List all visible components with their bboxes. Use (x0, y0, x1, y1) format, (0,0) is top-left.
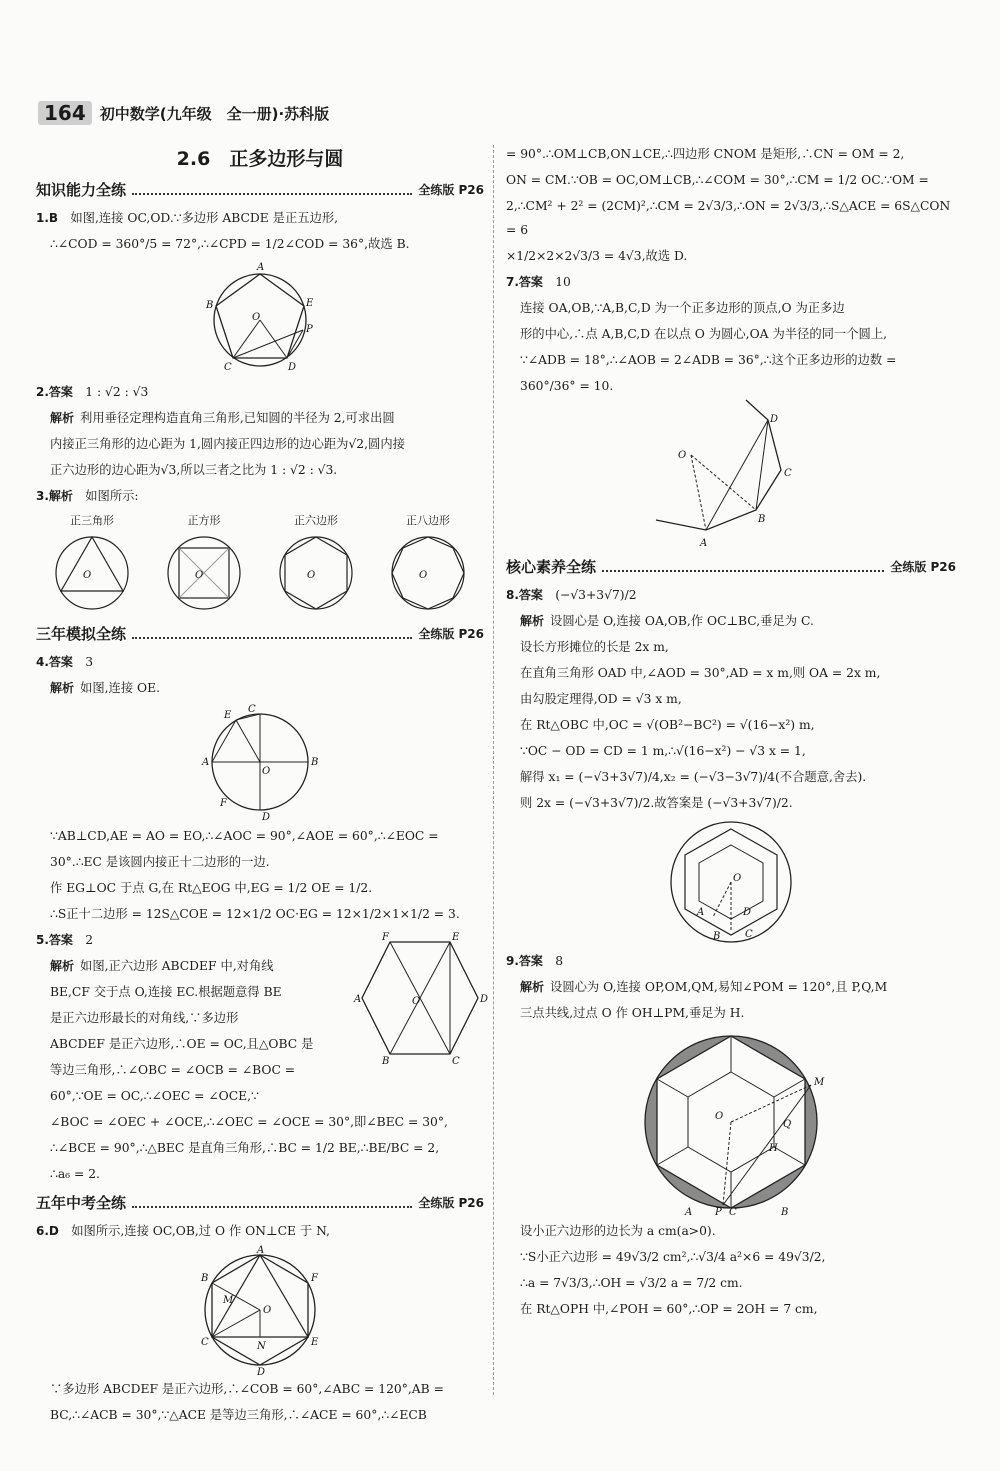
q7-line: 7.答案 10 (506, 275, 571, 289)
svg-text:E: E (452, 932, 460, 943)
svg-text:O: O (252, 312, 261, 323)
fig-hexagon: 正六边形 O (271, 512, 361, 617)
svg-text:D: D (262, 812, 271, 823)
fig-square: 正方形 O (159, 512, 249, 617)
polygon-vertices-figure-q7 (646, 400, 816, 550)
stalls-circle-figure-q8 (661, 817, 801, 947)
svg-text:A: A (257, 262, 265, 273)
column-divider (493, 145, 494, 1395)
q8-line: 则 2x = (−√3+3√7)/2.故答案是 (−√3+3√7)/2. (520, 796, 793, 810)
svg-text:E: E (224, 710, 232, 721)
svg-text:C: C (201, 1337, 209, 1348)
hexagon-circle-figure-q6 (195, 1245, 325, 1378)
q5-line: ∠BOC = ∠OEC + ∠OCE,∴∠OEC = ∠OCE = 30°,即∠BEC = 30°, (50, 1115, 448, 1129)
q5-line: ABCDEF 是正六边形,∴OE = OC,且△OBC 是 (50, 1037, 314, 1051)
svg-text:O: O (263, 1305, 272, 1316)
q5-line: 等边三角形,∴∠OBC = ∠OCB = ∠BOC = (50, 1063, 296, 1077)
fig-triangle: 正三角形 O (47, 512, 137, 617)
left-column (36, 140, 489, 1429)
svg-text:F: F (382, 932, 389, 943)
q9-line: 三点共线,过点 O 作 OH⊥PM,垂足为 H. (520, 1006, 745, 1020)
q4-line: 解析 如图,连接 OE. (50, 681, 160, 695)
q2-line: 2.答案 1 : √2 : √3 (36, 385, 149, 399)
svg-text:D: D (480, 994, 489, 1005)
q8-line: 8.答案 (−√3+3√7)/2 (506, 588, 637, 602)
q5-block (36, 928, 489, 1186)
svg-text:O: O (307, 570, 316, 581)
lesson-title: 2.6 正多边形与圆 (176, 148, 344, 170)
q8-line: 设长方形摊位的长是 2x m, (520, 640, 669, 654)
page-number: 164 (38, 101, 92, 125)
q4-line: 4.答案 3 (36, 655, 94, 669)
q5-line: 解析 如图,正六边形 ABCDEF 中,对角线 (50, 959, 274, 973)
svg-text:O: O (715, 1111, 724, 1122)
q5-line: 60°,∵OE = OC,∴∠OEC = ∠OCE,∵ (50, 1089, 259, 1103)
q3-line: 3.解析 如图所示: (36, 489, 139, 503)
svg-text:D: D (770, 414, 779, 425)
q6-line: BC,∴∠ACB = 30°,∵△ACE 是等边三角形,∴∠ACE = 60°,∴∠ECB (50, 1408, 427, 1422)
svg-text:A: A (685, 1207, 693, 1218)
svg-text:D: D (257, 1367, 266, 1378)
q6-line: 6.D 如图所示,连接 OC,OB,过 O 作 ON⊥CE 于 N, (36, 1224, 330, 1238)
regular-polygons-figures (36, 512, 484, 617)
svg-text:B: B (781, 1207, 789, 1218)
q9-line: ∴a = 7√3/3,∴OH = √3/2 a = 7/2 cm. (520, 1276, 743, 1290)
section-header: 知识能力全练 全练版 P26 (36, 181, 484, 199)
q7-line: 连接 OA,OB,∵A,B,C,D 为一个正多边形的顶点,O 为正多边 (520, 301, 845, 315)
q6-continued: 2,∴CM² + 2² = (2CM)²,∴CM = 2√3/3,∴ON = 2√3/3,∴S△ACE = 6S△CON = 6 (506, 199, 951, 237)
svg-text:O: O (195, 570, 204, 581)
q7-line: 形的中心,∴点 A,B,C,D 在以点 O 为圆心,OA 为半径的同一个圆上, (520, 327, 888, 341)
svg-text:B: B (311, 757, 319, 768)
svg-text:O: O (419, 570, 428, 581)
q4-line: ∴S正十二边形 = 12S△COE = 12×1/2 OC·EG = 12×1/2×1×1/2 = 3. (50, 907, 460, 921)
svg-text:B: B (382, 1056, 390, 1067)
q4-line: 30°.∴EC 是该圆内接正十二边形的一边. (50, 855, 270, 869)
svg-text:F: F (311, 1273, 318, 1284)
page-header (38, 100, 329, 126)
q5-line: 是正六边形最长的对角线,∵多边形 (50, 1011, 239, 1025)
svg-text:C: C (224, 362, 232, 373)
svg-text:C: C (248, 704, 256, 715)
svg-text:A: A (697, 907, 705, 918)
q1-line: 1.B 如图,连接 OC,OD.∵多边形 ABCDE 是正五边形, (36, 211, 339, 225)
svg-text:P: P (715, 1207, 722, 1218)
q9-line: 9.答案 8 (506, 954, 564, 968)
section-header: 五年中考全练 全练版 P26 (36, 1194, 484, 1212)
q9-line: 解析 设圆心为 O,连接 OP,OM,QM,易知∠POM = 120°,且 P,Q,M (520, 980, 888, 994)
right-column (506, 140, 956, 1323)
q5-line: BE,CF 交于点 O,连接 EC.根据题意得 BE (50, 985, 282, 999)
svg-text:A: A (257, 1245, 265, 1256)
svg-text:A: A (202, 757, 210, 768)
q4-line: 作 EG⊥OC 于点 G,在 Rt△EOG 中,EG = 1/2 OE = 1/2. (50, 881, 373, 895)
svg-text:C: C (745, 929, 753, 940)
q9-line: ∵S小正六边形 = 49√3/2 cm²,∴√3/4 a²×6 = 49√3/2, (520, 1250, 826, 1264)
q7-line: 360°/36° = 10. (520, 379, 614, 393)
svg-text:D: D (743, 907, 752, 918)
q2-line: 内接正三角形的边心距为 1,圆内接正四边形的边心距为√2,圆内接 (50, 437, 405, 451)
svg-text:B: B (713, 931, 721, 942)
svg-text:N: N (257, 1341, 266, 1352)
svg-text:Q: Q (783, 1119, 792, 1130)
q9-line: 在 Rt△OPH 中,∠POH = 60°,∴OP = 2OH = 7 cm, (520, 1302, 818, 1316)
svg-text:B: B (201, 1273, 209, 1284)
svg-text:P: P (306, 324, 313, 335)
q8-line: 在直角三角形 OAD 中,∠AOD = 30°,AD = x m,则 OA = 2x m, (520, 666, 881, 680)
book-title: 初中数学(九年级 全一册)·苏科版 (99, 104, 330, 123)
q6-continued: ON = CM.∵OB = OC,OM⊥CB,∴∠COM = 30°,∴CM = 1/2 OC.∵OM = (506, 173, 929, 187)
q5-line: ∴a₆ = 2. (50, 1167, 100, 1181)
svg-text:O: O (83, 570, 92, 581)
q8-line: 解析 设圆心是 O,连接 OA,OB,作 OC⊥BC,垂足为 C. (520, 614, 814, 628)
svg-text:D: D (288, 362, 297, 373)
q8-line: 解得 x₁ = (−√3+3√7)/4,x₂ = (−√3−3√7)/4(不合题意,舍去). (520, 770, 867, 784)
q4-line: ∵AB⊥CD,AE = AO = EO,∴∠AOC = 90°,∠AOE = 60°,∴∠EOC = (50, 829, 439, 843)
q1-line: ∴∠COD = 360°/5 = 72°,∴∠CPD = 1/2∠COD = 36°,故选 B. (50, 237, 410, 251)
q2-line: 正六边形的边心距为√3,所以三者之比为 1 : √2 : √3. (50, 463, 338, 477)
q9-line: 设小正六边形的边长为 a cm(a>0). (520, 1224, 716, 1238)
fig-octagon: 正八边形 O (383, 512, 473, 617)
q5-line: 5.答案 2 (36, 933, 94, 947)
svg-text:A: A (354, 994, 362, 1005)
svg-text:A: A (700, 538, 708, 549)
q6-continued: = 90°.∴OM⊥CB,ON⊥CE,∴四边形 CNOM 是矩形,∴CN = OM = 2, (506, 147, 905, 161)
svg-text:C: C (784, 468, 792, 479)
hexagon-figure-q5 (354, 932, 489, 1067)
svg-text:E: E (306, 298, 314, 309)
q2-line: 解析 利用垂径定理构造直角三角形,已知圆的半径为 2,可求出圆 (50, 411, 395, 425)
q8-line: 在 Rt△OBC 中,OC = √(OB²−BC²) = √(16−x²) m, (520, 718, 815, 732)
q5-line: ∴∠BCE = 90°,∴△BEC 是直角三角形,∴BC = 1/2 BE,∴BE/BC = 2, (50, 1141, 440, 1155)
svg-text:C: C (729, 1207, 737, 1218)
svg-text:H: H (769, 1143, 778, 1154)
svg-text:E: E (311, 1337, 319, 1348)
svg-text:M: M (223, 1295, 234, 1306)
svg-text:M: M (814, 1077, 825, 1088)
svg-text:B: B (206, 300, 214, 311)
q6-continued: ×1/2×2×2√3/3 = 4√3,故选 D. (506, 249, 688, 263)
q8-line: 由勾股定理得,OD = √3 x m, (520, 692, 682, 706)
q7-line: ∵∠ADB = 18°,∴∠AOB = 2∠ADB = 36°,∴这个正多边形的边数 = (520, 353, 897, 367)
octagon-tiling-figure-q9 (631, 1027, 831, 1217)
svg-text:O: O (733, 873, 742, 884)
svg-text:B: B (758, 514, 766, 525)
section-header: 三年模拟全练 全练版 P26 (36, 625, 484, 643)
pentagon-figure (200, 258, 320, 378)
q8-line: ∵OC − OD = CD = 1 m,∴√(16−x²) − √3 x = 1, (520, 744, 806, 758)
svg-text:F: F (220, 798, 227, 809)
circle-figure-q4 (190, 702, 330, 822)
section-header: 核心素养全练 全练版 P26 (506, 558, 956, 576)
svg-text:O: O (262, 766, 271, 777)
svg-text:O: O (678, 450, 687, 461)
svg-text:C: C (452, 1056, 460, 1067)
q6-line: ∵多边形 ABCDEF 是正六边形,∴∠COB = 60°,∠ABC = 120°,AB = (50, 1382, 444, 1396)
svg-text:O: O (412, 996, 421, 1007)
